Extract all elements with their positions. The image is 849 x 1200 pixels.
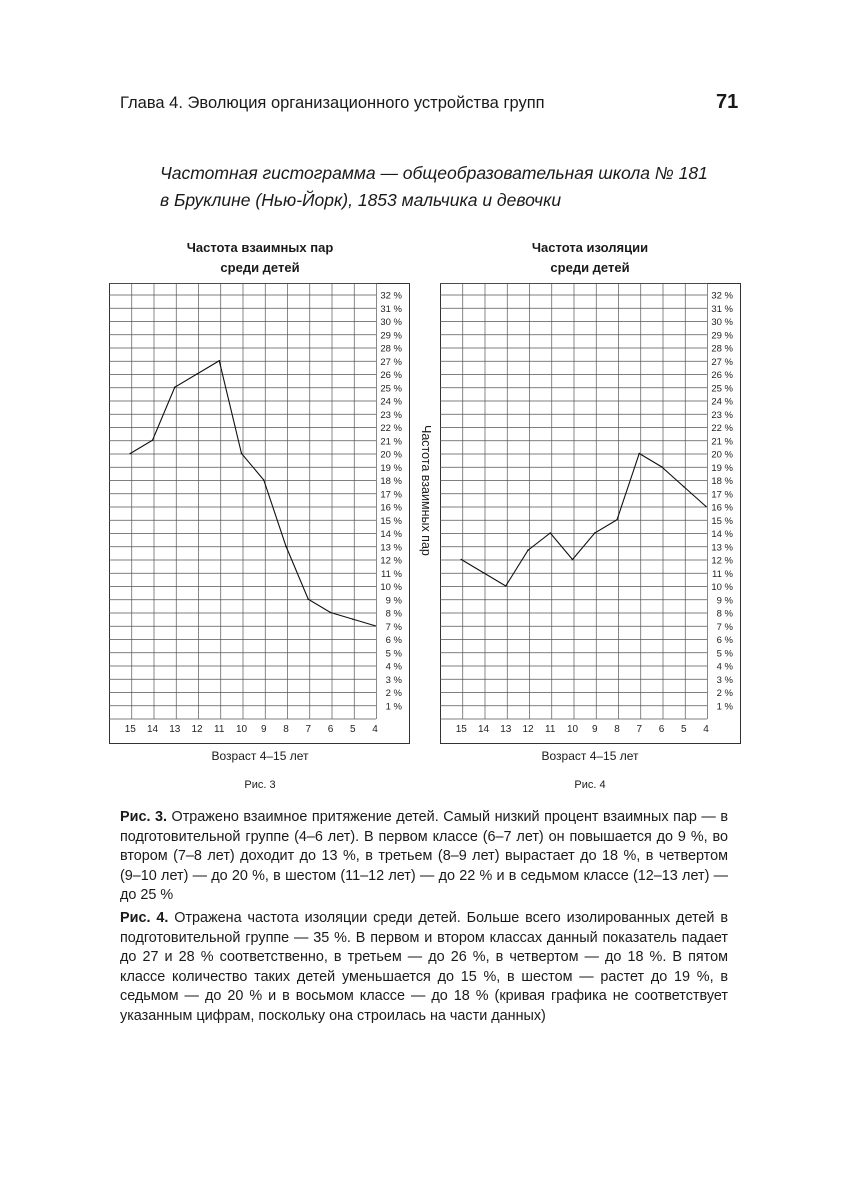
chart1-y-tick-label: 29 % — [380, 330, 402, 342]
chart1-y-tick-label: 9 % — [385, 595, 402, 607]
chart1-y-tick-label: 19 % — [380, 462, 402, 474]
chart1-x-tick-label: 5 — [349, 724, 356, 735]
chart1-y-tick-label: 18 % — [380, 476, 402, 487]
chart2-x-tick-label: 4 — [703, 724, 709, 735]
chart2-data-point — [505, 585, 507, 587]
chart2-y-tick-label: 8 % — [716, 608, 733, 620]
chart1-y-tick-label: 12 % — [380, 555, 402, 567]
chart2-data-point — [638, 453, 640, 455]
chart1-x-tick-label: 10 — [235, 724, 248, 735]
chart1-x-axis-label: Возраст 4–15 лет — [211, 749, 309, 763]
chart2-y-tick-label: 28 % — [711, 343, 733, 355]
chart2-y-tick-label: 10 % — [711, 582, 733, 593]
chart2-y-tick-label: 26 % — [711, 370, 733, 381]
figure4-description-label: Рис. 4. — [120, 910, 169, 926]
chart2-grid — [440, 283, 708, 719]
chart1-x-tick-label: 6 — [327, 724, 334, 735]
chart1-title — [110, 238, 410, 278]
chart2-data-point — [683, 486, 685, 488]
vertical-axis-label — [419, 425, 433, 595]
chart2-y-tick-label: 22 % — [711, 423, 733, 434]
chart1-data-point — [196, 373, 198, 375]
chart2-y-tick-label: 2 % — [716, 688, 733, 699]
chart1-data-point — [263, 479, 265, 481]
chart1-frame — [110, 284, 410, 744]
chart1-y-tick-label: 23 % — [380, 409, 402, 421]
chart1-data-point — [129, 453, 131, 455]
figure4-description — [120, 909, 728, 1027]
chart1-data-point — [285, 545, 287, 547]
chart1-figure-label: Рис. 3 — [244, 779, 276, 791]
chart2-y-tick-label: 24 % — [711, 396, 733, 408]
chart2-data-point — [661, 466, 663, 468]
chart1-y-tick-label: 26 % — [380, 370, 402, 381]
chart2-y-tick-label: 32 % — [711, 290, 733, 302]
chart2-y-tick-label: 7 % — [716, 621, 733, 633]
chart1-y-tick-label: 11 % — [381, 568, 402, 580]
chart2-x-axis-label: Возраст 4–15 лет — [541, 749, 639, 763]
chart2-x-tick-label: 8 — [614, 724, 620, 735]
chart1-y-tick-label: 1 % — [385, 701, 402, 713]
chart2-data-point — [527, 549, 529, 551]
chart2-y-tick-label: 12 % — [711, 555, 733, 567]
chart2-figure-label: Рис. 4 — [574, 779, 606, 791]
chart1-y-tick-label: 8 % — [385, 608, 402, 620]
chart1-x-tick-label: 9 — [260, 724, 267, 735]
chart2-y-tick-label: 20 % — [711, 449, 733, 461]
chart2-frame — [441, 284, 741, 744]
page-number: 71 — [716, 91, 739, 113]
chart2-x-tick-label: 13 — [500, 724, 512, 735]
chart1-y-tick-label: 30 % — [380, 317, 402, 328]
chart1-x-tick-label: 12 — [191, 724, 203, 735]
figure4-description-text: Отражена частота изоляции среди детей. Больше всего изолированных детей в подготовительной группе — 35 %. В первом и втором классах данный показатель падает до 27 и 28 % соответственно, в третьем — до 26 %, в четвертом — до 18 %. В пятом классе количество таких детей уменьшается до 15 %, в шестом — растет до 19 %, в седьмом — до 20 % и в восьмом классе — до 18 % (кривая графика не соответствует указанным цифрам, поскольку она строилась на части данных) — [120, 910, 728, 1024]
chart1-y-tick-label: 5 % — [385, 648, 402, 660]
chart2-series-line — [461, 454, 706, 587]
chart2-y-tick-label: 5 % — [716, 648, 733, 660]
chart2-y-tick-label: 1 % — [716, 701, 733, 713]
chart2-data-point — [616, 519, 618, 521]
chart1-y-tick-label: 7 % — [385, 621, 402, 633]
chart2-y-tick-label: 4 % — [716, 661, 733, 673]
chart2-y-tick-label: 3 % — [716, 674, 733, 686]
chart2-y-tick-label: 16 % — [711, 502, 733, 514]
vertical-axis-label-text: Частота взаимных пар — [419, 425, 433, 556]
chart2-y-tick-label: 14 % — [711, 529, 733, 540]
chart2-y-tick-label: 23 % — [711, 409, 733, 421]
figure-caption-line1: Частотная гистограмма — общеобразовательная школа № 181 — [160, 163, 708, 183]
chart1-y-tick-label: 28 % — [380, 343, 402, 355]
chart2-x-tick-label: 7 — [636, 724, 643, 735]
chart2-x-tick-label: 5 — [680, 724, 687, 735]
chart1-x-tick-label: 15 — [124, 724, 136, 735]
chart2-data-point — [549, 532, 551, 534]
chart2-data-point — [572, 559, 574, 561]
chart2-x-tick-label: 12 — [522, 724, 534, 735]
chart1-data-point — [352, 618, 354, 620]
chart1-title-line1: Частота взаимных пар — [186, 240, 334, 255]
chart1-y-tick-label: 31 % — [380, 303, 402, 315]
chart2-y-tick-label: 17 % — [711, 489, 733, 501]
figure-caption — [160, 160, 708, 214]
figure3-description-label: Рис. 3. — [120, 809, 167, 825]
chart1-y-tick-label: 25 % — [380, 383, 402, 395]
running-header-title: Глава 4. Эволюция организационного устройства групп — [120, 94, 545, 112]
chart1-series-line — [130, 361, 375, 626]
chart1-y-tick-label: 14 % — [380, 529, 402, 540]
chart2-x-tick-label: 15 — [455, 724, 467, 735]
chart2-data-point — [594, 532, 596, 534]
chart1-y-tick-label: 21 % — [380, 436, 402, 448]
chart1-x-tick-label: 14 — [146, 724, 159, 735]
chart2-y-tick-label: 29 % — [711, 330, 733, 342]
chart1-data-point — [307, 598, 309, 600]
chart1-y-tick-label: 32 % — [380, 290, 402, 302]
chart2-title-line1: Частота изоляции — [531, 240, 649, 255]
figure3-description — [120, 808, 728, 906]
chart2-x-tick-label: 10 — [566, 724, 579, 735]
chart2-data-point — [460, 559, 462, 561]
chart2-data-point — [483, 572, 485, 574]
chart1-y-tick-label: 24 % — [380, 396, 402, 408]
chart2-y-tick-label: 15 % — [711, 515, 733, 527]
chart1-mutual-pairs — [109, 283, 410, 744]
chart1-y-tick-label: 27 % — [380, 356, 402, 368]
chart1-data-point — [218, 360, 220, 362]
chart1-y-tick-label: 22 % — [380, 423, 402, 434]
chart2-y-tick-label: 30 % — [711, 317, 733, 328]
chart2-y-tick-label: 31 % — [711, 303, 733, 315]
chart1-data-point — [330, 612, 332, 614]
chart2-y-tick-label: 27 % — [711, 356, 733, 368]
chart1-y-tick-label: 6 % — [385, 635, 402, 646]
chart1-data-point — [174, 386, 176, 388]
chart2-x-tick-label: 9 — [591, 724, 598, 735]
chart1-data-point — [241, 453, 243, 455]
chart1-grid — [109, 283, 377, 719]
chart1-y-tick-label: 20 % — [380, 449, 402, 461]
chart1-x-tick-label: 8 — [283, 724, 289, 735]
chart1-x-tick-label: 13 — [169, 724, 181, 735]
chart2-x-tick-label: 11 — [545, 724, 556, 735]
chart2-data-point — [705, 506, 707, 508]
chart2-y-tick-label: 25 % — [711, 383, 733, 395]
chart1-data-point — [374, 625, 376, 627]
chart1-y-tick-label: 13 % — [380, 542, 402, 554]
figure-caption-line2: в Бруклине (Нью-Йорк), 1853 мальчика и девочки — [160, 190, 562, 210]
chart2-y-tick-label: 19 % — [711, 462, 733, 474]
chart1-title-line2: среди детей — [220, 260, 300, 275]
chart2-x-tick-label: 14 — [477, 724, 490, 735]
chart2-title — [440, 238, 740, 278]
chart2-y-tick-label: 11 % — [712, 568, 733, 580]
chart1-y-tick-label: 17 % — [380, 489, 402, 501]
chart1-y-tick-label: 16 % — [380, 502, 402, 514]
chart1-y-tick-label: 4 % — [385, 661, 402, 673]
chart1-x-tick-label: 7 — [305, 724, 312, 735]
chart1-x-tick-label: 11 — [214, 724, 225, 735]
chart2-y-tick-label: 18 % — [711, 476, 733, 487]
chart2-isolation — [440, 283, 741, 744]
chart1-y-tick-label: 3 % — [385, 674, 402, 686]
chart2-y-tick-label: 9 % — [716, 595, 733, 607]
chart1-y-tick-label: 10 % — [380, 582, 402, 593]
chart1-data-point — [152, 439, 154, 441]
chart1-x-tick-label: 4 — [372, 724, 378, 735]
chart2-y-tick-label: 21 % — [711, 436, 733, 448]
chart1-y-tick-label: 15 % — [380, 515, 402, 527]
chart2-x-tick-label: 6 — [658, 724, 665, 735]
chart1-y-tick-label: 2 % — [385, 688, 402, 699]
chart2-y-tick-label: 13 % — [711, 542, 733, 554]
chart2-title-line2: среди детей — [550, 260, 630, 275]
figure3-description-text: Отражено взаимное притяжение детей. Самый низкий процент взаимных пар — в подготовительной группе (4–6 лет). В первом классе (6–7 лет) он повышается до 9 %, во втором (7–8 лет) доходит до 13 %, в третьем (8–9 лет) вырастает до 18 %, в четвертом (9–10 лет) — до 20 %, в шестом (11–12 лет) — до 22 % и в седьмом классе (12–13 лет) — до 25 % — [120, 809, 728, 904]
chart2-y-tick-label: 6 % — [716, 635, 733, 646]
